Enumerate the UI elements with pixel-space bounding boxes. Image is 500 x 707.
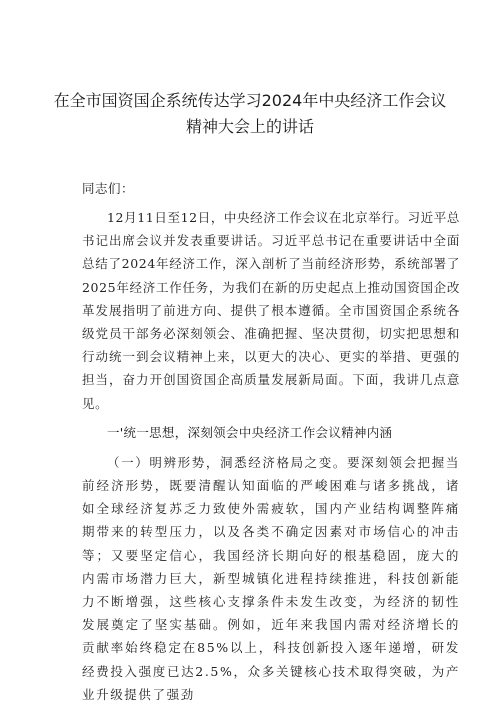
salutation: 同志们： bbox=[82, 181, 135, 196]
title-line-1: 在全市国资国企系统传达学习2024年中央经济工作会议 bbox=[53, 91, 447, 110]
section-1-paragraph: （一）明辨形势，洞悉经济格局之变。要深刻领会把握当前经济形势，既要清醒认知面临的严峻困难与诸多挑战，诸如全球经济复苏乏力致使外需疲软，国内产业结构调整阵痛期带来的转型压力，以及各类不确定因素对市场信心的冲击等；又要坚定信心，我国经济长期向好的根基稳固，庞大的内需市场潜力巨大，新型城镇化进程持续推进，科技创新能力不断增强，这些核心支撑条件未发生改变，为经济的韧性发展奠定了坚实基础。例如，近年来我国内需对经济增长的贡献率始终稳定在85%以上，科技创新投入逐年递增，研发经费投入强度已达2.5%，众多关键核心技术取得突破，为产业升级提供了强劲 bbox=[82, 454, 460, 702]
section-heading-1: 一'统一思想，深刻领会中央经济工作会议精神内涵 bbox=[107, 424, 393, 440]
title-line-2: 精神大会上的讲话 bbox=[185, 117, 314, 136]
document-title bbox=[40, 88, 460, 140]
intro-paragraph: 12月11日至12日，中央经济工作会议在北京举行。习近平总书记出席会议并发表重要讲话。习近平总书记在重要讲话中全面总结了2024年经济工作，深入剖析了当前经济形势，系统部署了2025年经济工作任务，为我们在新的历史起点上推动国资国企改革发展指明了前进方向、提供了根本遵循。全市国资国企系统各级党员干部务必深刻领会、准确把握、坚决贯彻，切实把思想和行动统一到会议精神上来，以更大的决心、更实的举措、更强的担当，奋力开创国资国企高质量发展新局面。下面，我讲几点意见。 bbox=[82, 210, 460, 411]
